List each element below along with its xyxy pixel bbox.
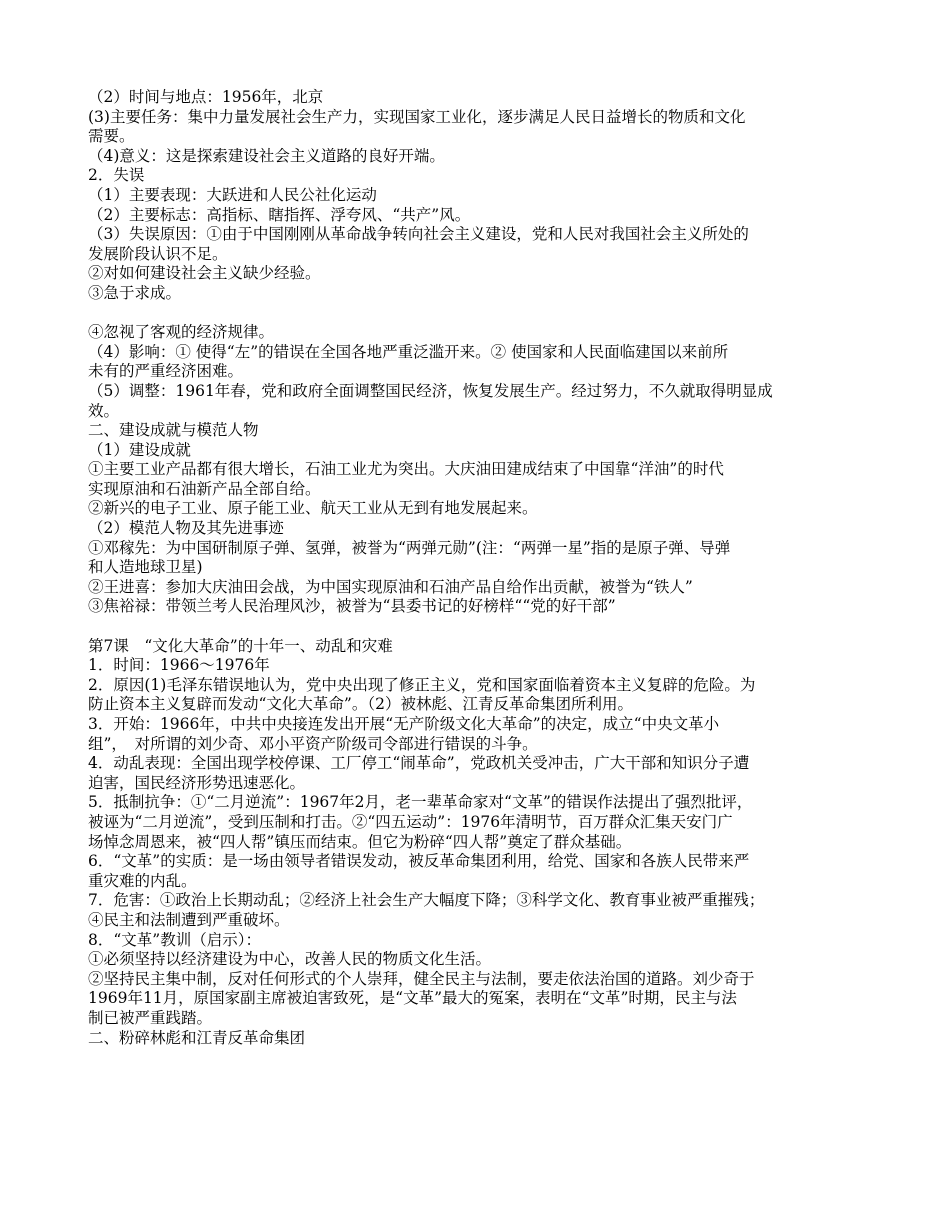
lesson-heading: 第7课 “文化大革命”的十年一、动乱和灾难 <box>88 636 393 655</box>
text-line: ③急于求成。 <box>88 283 182 302</box>
blank-line <box>88 617 863 637</box>
document-page <box>88 88 863 1068</box>
section-heading <box>88 1048 863 1068</box>
text-line: 需要。 <box>88 127 135 146</box>
text-line: （1）建设成就 <box>88 440 191 459</box>
text-line: 1969年11月，原国家副主席被迫害致死，是“文革”最大的冤案，表明在“文革”时期，民主与法 <box>88 989 737 1008</box>
text-line: 防止资本主义复辟而发动“文化大革命”。（2）被林彪、江青反革命集团所利用。 <box>88 695 633 714</box>
text-line: ①邓稼先：为中国研制原子弹、氢弹，被誉为“两弹元勋”(注：“两弹一星”指的是原子弹、导弹 <box>88 538 731 557</box>
text-line: 2．原因(1)毛泽东错误地认为，党中央出现了修正主义，党和国家面临着资本主义复辟的危险。为 <box>88 675 756 694</box>
text-line: ②王进喜：参加大庆油田会战，为中国实现原油和石油产品自给作出贡献，被誉为“铁人” <box>88 577 693 596</box>
text-line: 效。 <box>88 401 120 420</box>
section-heading: 二、建设成就与模范人物 <box>88 421 259 440</box>
text-line: ④忽视了客观的经济规律。 <box>88 323 275 342</box>
text-line: 场悼念周恩来，被“四人帮”镇压而结束。但它为粉碎“四人帮”奠定了群众基础。 <box>88 832 632 851</box>
text-line: 1．时间：1966～1976年 <box>88 656 270 675</box>
section-heading: 2．失误 <box>88 166 145 185</box>
text-line: 组”， 对所谓的刘少奇、邓小平资产阶级司令部进行错误的斗争。 <box>88 734 538 753</box>
text-line: ③焦裕禄：带领兰考人民治理风沙，被誉为“县委书记的好榜样““党的好干部” <box>88 597 616 616</box>
text-line: 8．“文革”教训（启示）： <box>88 930 261 949</box>
text-line: （3）失误原因：①由于中国刚刚从革命战争转向社会主义建设，党和人民对我国社会主义所处的 <box>88 225 749 244</box>
text-line: ①主要工业产品都有很大增长，石油工业尤为突出。大庆油田建成结束了中国靠“洋油”的时代 <box>88 460 724 479</box>
text-line: （2）模范人物及其先进事迹 <box>88 519 284 538</box>
text-line: ①必须坚持以经济建设为中心，改善人民的物质文化生活。 <box>88 950 492 969</box>
text-line: （4）影响：① 使得“左”的错误在全国各地严重泛滥开来。② 使国家和人民面临建国以来前所 <box>88 342 729 361</box>
text-line: ②新兴的电子工业、原子能工业、航天工业从无到有地发展起来。 <box>88 499 538 518</box>
text-line: 制已被严重践踏。 <box>88 1008 213 1027</box>
text-line: 未有的严重经济困难。 <box>88 362 244 381</box>
text-line: 7．危害：①政治上长期动乱；②经济上社会生产大幅度下降；③科学文化、教育事业被严重摧残； <box>88 891 765 910</box>
text-line: （1）主要表现：大跃进和人民公社化运动 <box>88 185 377 204</box>
text-line: ②坚持民主集中制，反对任何形式的个人崇拜，健全民主与法制，要走依法治国的道路。刘少奇于 <box>88 969 755 988</box>
text-line: 3．开始：1966年，中共中央接连发出开展“无产阶级文化大革命”的决定，成立“中央文革小 <box>88 715 720 733</box>
text-line: ②对如何建设社会主义缺少经验。 <box>88 264 321 283</box>
text-line: （2）时间与地点：1956年，北京 <box>88 88 324 106</box>
text-line: 重灾难的内乱。 <box>88 871 197 890</box>
blank-line <box>88 304 863 324</box>
text-line: 实现原油和石油新产品全部自给。 <box>88 479 321 498</box>
text-line: ④民主和法制遭到严重破坏。 <box>88 910 290 929</box>
text-line: 被诬为“二月逆流”，受到压制和打击。②“四五运动”：1976年清明节，百万群众汇集天安门广 <box>88 812 733 831</box>
text-line: 二、粉碎林彪和江青反革命集团 <box>88 1028 306 1047</box>
text-line: （2）主要标志：高指标、瞎指挥、浮夸风、“共产”风。 <box>88 205 471 224</box>
text-line: （4)意义：这是探索建设社会主义道路的良好开端。 <box>88 146 445 165</box>
text-line: 6．“文革”的实质：是一场由领导者错误发动，被反革命集团利用，给党、国家和各族人民带来严 <box>88 852 750 871</box>
text-line: 5．抵制抗争：①“二月逆流”：1967年2月，老一辈革命家对“文革”的错误作法提出了强烈批评， <box>88 793 753 812</box>
text-line: 迫害，国民经济形势迅速恶化。 <box>88 773 306 792</box>
text-line: 发展阶段认识不足。 <box>88 244 228 263</box>
text-line: 和人造地球卫星) <box>88 558 203 577</box>
text-line: 4．动乱表现：全国出现学校停课、工厂停工“闹革命”，党政机关受冲击，广大干部和知识分子遭 <box>88 754 750 773</box>
text-line: (3)主要任务：集中力量发展社会生产力，实现国家工业化，逐步满足人民日益增长的物质和文化 <box>88 107 746 126</box>
text-line: （5）调整：1961年春，党和政府全面调整国民经济，恢复发展生产。经过努力，不久就取得明显成 <box>88 381 773 400</box>
